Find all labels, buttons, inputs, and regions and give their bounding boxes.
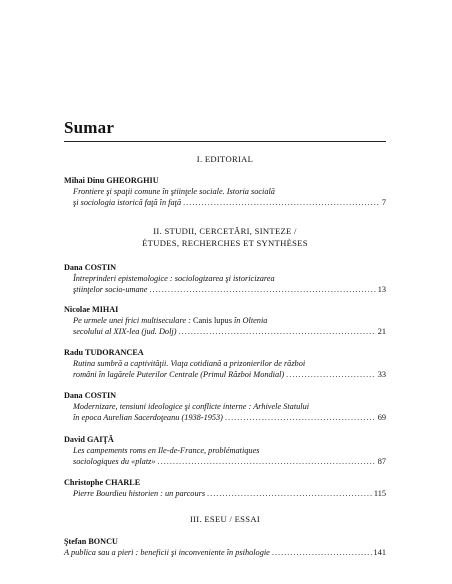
dot-leader (149, 284, 375, 295)
entry-title-text: ştiinţelor socio-umane (73, 285, 148, 294)
section-heading-studies (64, 225, 386, 249)
entry-title-line: Modernizare, tensiuni ideologice şi conflicte interne : Arhivele Statului (73, 402, 310, 411)
entry-title-text: A publica sau a pieri : beneficii şi inconveniente în psihologie (64, 548, 270, 557)
toc-entry[interactable] (64, 304, 386, 337)
entry-title-text: sociologiques du «platz» (73, 457, 156, 466)
entry-author: Dana COSTIN (64, 391, 117, 400)
page-number: 87 (377, 457, 386, 466)
page-number: 115 (373, 489, 386, 498)
dot-leader (272, 547, 372, 558)
toc-entry[interactable] (64, 390, 386, 423)
entry-author: David GAIŢĂ (64, 435, 114, 444)
entry-title-line: Les campements roms en Ile-de-France, problématiques (73, 446, 260, 455)
section-heading-line: II. STUDII, CERCETĂRI, SINTEZE / (153, 226, 297, 236)
page-number: 13 (377, 285, 386, 294)
entry-author: Ştefan BONCU (64, 537, 118, 546)
page-number: 7 (381, 198, 386, 207)
entry-title-line: Întreprinderi epistemologice : sociologizarea şi istoricizarea (73, 274, 275, 283)
page-number: 69 (377, 413, 386, 422)
toc-entry[interactable] (64, 347, 386, 380)
toc-entry[interactable] (64, 536, 386, 558)
page-number: 141 (373, 548, 386, 557)
entry-title-text: Pe urmele unei frici multiseculare : (73, 316, 191, 325)
title-divider (64, 141, 386, 142)
entry-title-line: Frontiere şi spaţii comune în ştiinţele sociale. Istoria socială (73, 187, 275, 196)
entry-author: Radu TUDORANCEA (64, 348, 144, 357)
entry-title-text: în epoca Aurelian Sacerdoţeanu (1938-1953) (73, 413, 223, 422)
entry-title-line (64, 326, 386, 337)
dot-leader (225, 412, 376, 423)
section-heading-line: ÉTUDES, RECHERCHES ET SYNTHÈSES (142, 238, 308, 248)
entry-title-text: Pierre Bourdieu historien : un parcours (73, 489, 206, 498)
entry-title-line (64, 456, 386, 467)
entry-author: Nicolae MIHAI (64, 305, 119, 314)
entry-title-line (64, 315, 386, 326)
dot-leader (158, 456, 376, 467)
entry-author: Dana COSTIN (64, 263, 117, 272)
entry-author: Mihai Dinu GHEORGHIU (64, 176, 159, 185)
page-title: Sumar (64, 118, 115, 137)
entry-title-text: şi sociologia istorică faţă în faţă (73, 198, 182, 207)
page-number: 33 (377, 370, 386, 379)
entry-title-line (64, 547, 386, 558)
entry-title-species: Canis lupus (192, 316, 232, 325)
toc-entry[interactable] (64, 434, 386, 467)
entry-title-text: români în lagărele Puterilor Centrale (Primul Război Mondial) (73, 370, 285, 379)
entry-title-line: Rutina sumbră a captivităţii. Viaţa cotidiană a prizonierilor de război (73, 359, 306, 368)
toc-entry[interactable] (64, 175, 386, 208)
dot-leader (178, 326, 375, 337)
entry-title-line (64, 488, 386, 499)
entry-title-line (64, 284, 386, 295)
section-heading-editorial: I. EDITORIAL (196, 154, 254, 164)
toc-entry[interactable] (64, 477, 386, 499)
entry-title-line (64, 412, 386, 423)
toc-entry[interactable] (64, 262, 386, 295)
entry-title-text: în Oltenia (234, 316, 268, 325)
dot-leader (286, 369, 376, 380)
page-number: 21 (377, 327, 386, 336)
entry-title-text: secolului al XIX-lea (jud. Dolj) (73, 327, 177, 336)
entry-title-line (64, 197, 386, 208)
entry-title-line (64, 369, 386, 380)
entry-author: Christophe CHARLE (64, 478, 141, 487)
section-heading-essay: III. ESEU / ESSAI (189, 514, 261, 524)
dot-leader (183, 197, 380, 208)
dot-leader (207, 488, 372, 499)
